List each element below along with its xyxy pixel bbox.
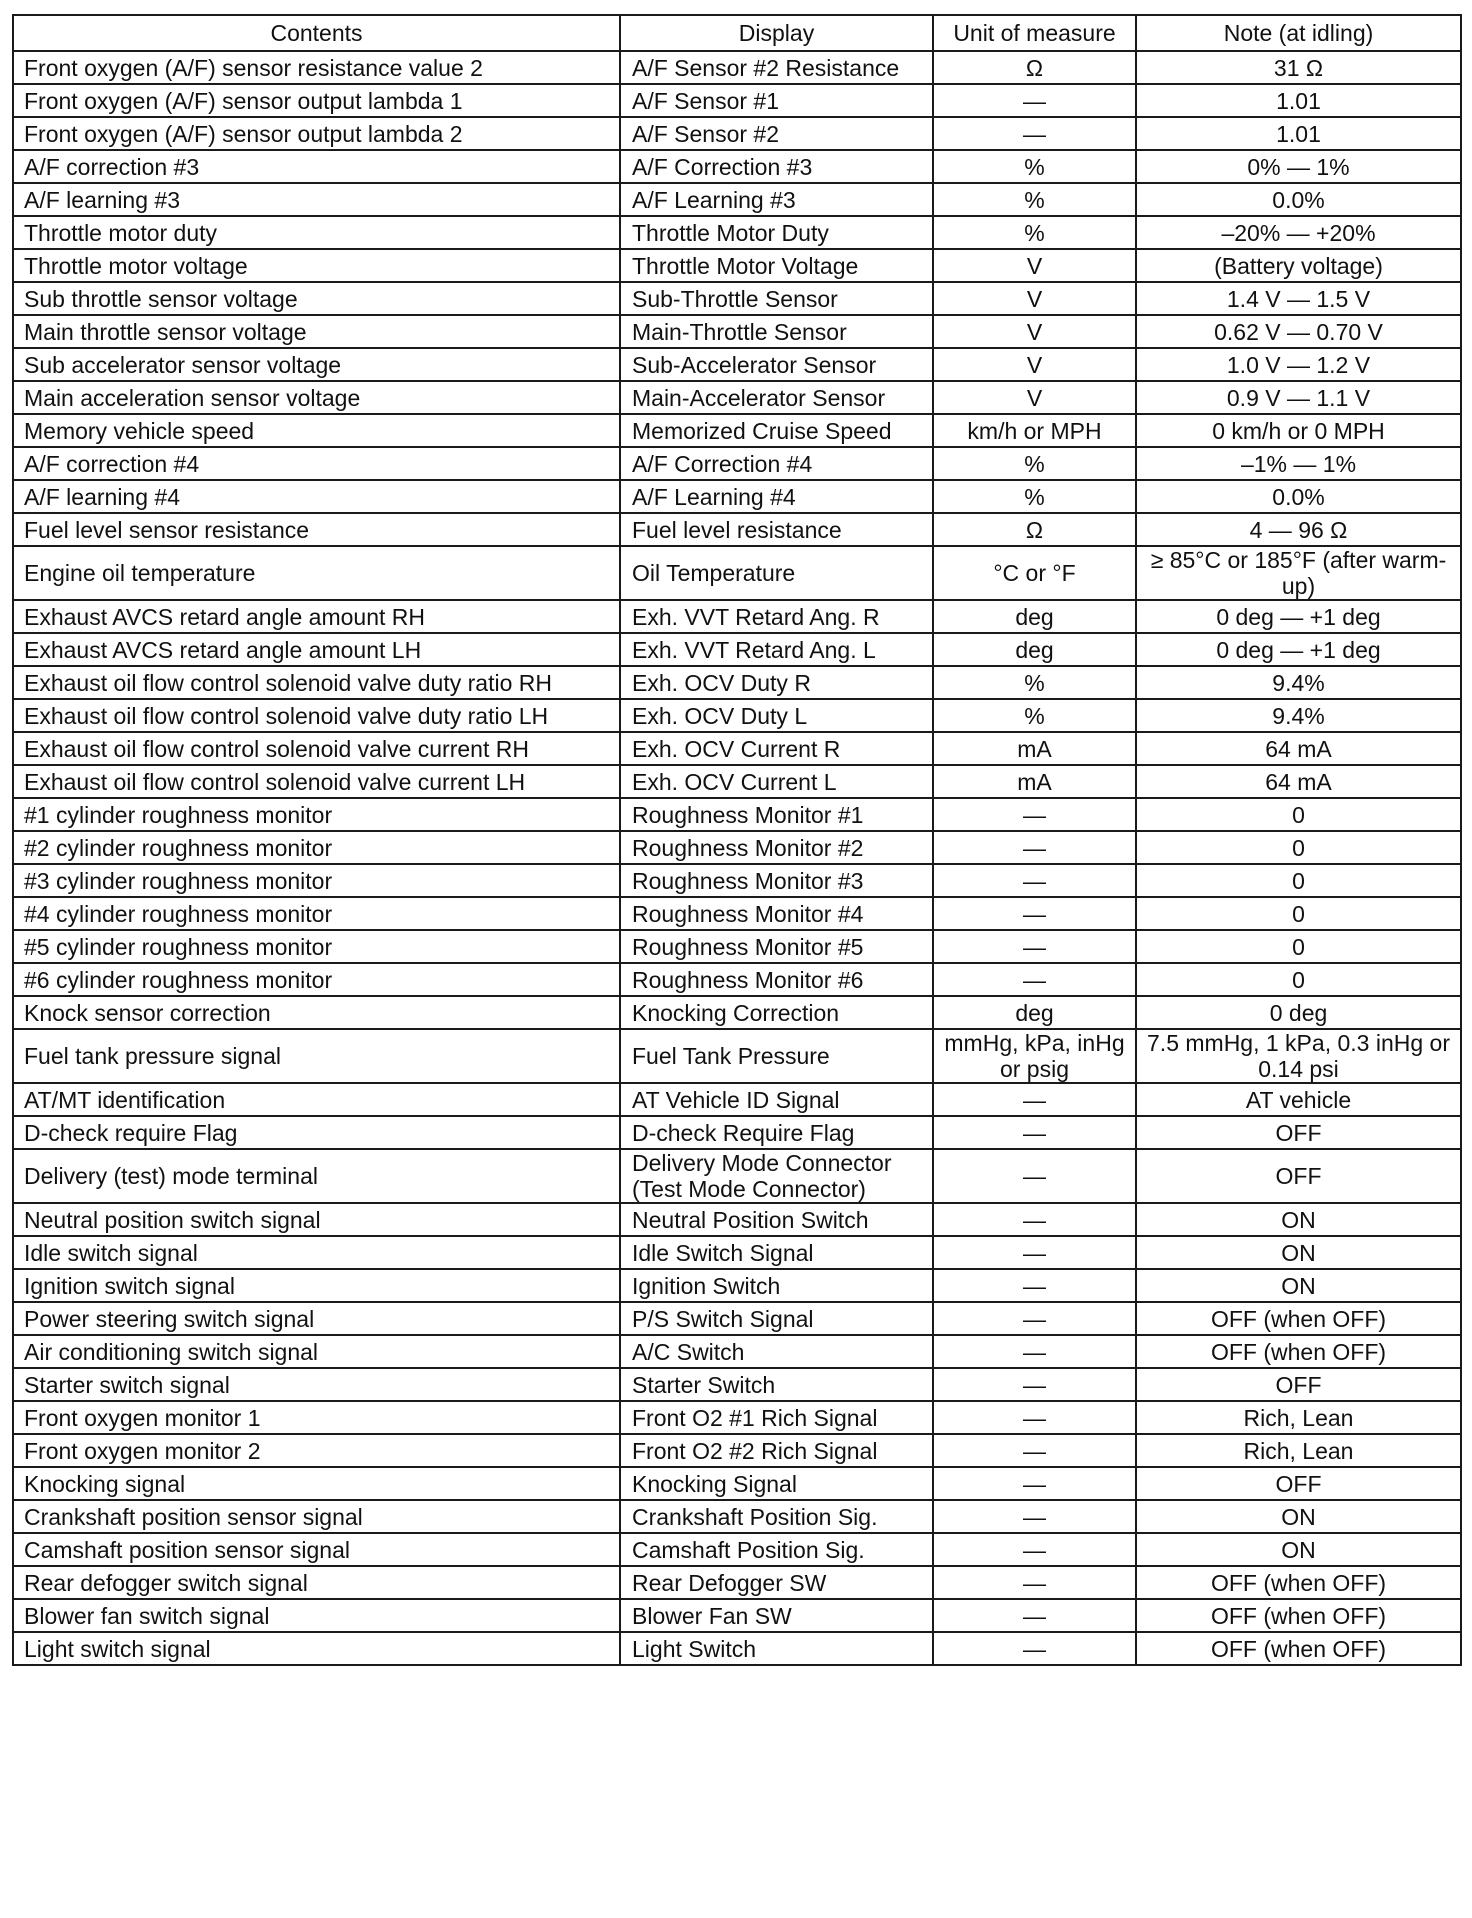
cell-unit: mA	[933, 765, 1136, 798]
cell-unit: mA	[933, 732, 1136, 765]
table-row	[13, 513, 1461, 546]
table-row	[13, 216, 1461, 249]
cell-unit: —	[933, 963, 1136, 996]
cell-unit: —	[933, 1368, 1136, 1401]
cell-note: 0 deg — +1 deg	[1136, 633, 1461, 666]
cell-contents: Starter switch signal	[13, 1368, 620, 1401]
cell-note: Rich, Lean	[1136, 1434, 1461, 1467]
cell-note: 1.0 V — 1.2 V	[1136, 348, 1461, 381]
cell-contents: Front oxygen (A/F) sensor output lambda 1	[13, 84, 620, 117]
table-row	[13, 666, 1461, 699]
cell-unit: V	[933, 282, 1136, 315]
table-row	[13, 1083, 1461, 1116]
cell-contents: #6 cylinder roughness monitor	[13, 963, 620, 996]
cell-contents: Rear defogger switch signal	[13, 1566, 620, 1599]
cell-note: –20% — +20%	[1136, 216, 1461, 249]
cell-unit: —	[933, 1236, 1136, 1269]
cell-note: OFF	[1136, 1149, 1461, 1203]
cell-display: Exh. OCV Current L	[620, 765, 933, 798]
cell-unit: —	[933, 798, 1136, 831]
cell-display: Ignition Switch	[620, 1269, 933, 1302]
table-row	[13, 1029, 1461, 1083]
table-row	[13, 249, 1461, 282]
cell-contents: Idle switch signal	[13, 1236, 620, 1269]
cell-note: OFF (when OFF)	[1136, 1302, 1461, 1335]
cell-note: 0 km/h or 0 MPH	[1136, 414, 1461, 447]
cell-display: Exh. OCV Duty L	[620, 699, 933, 732]
cell-unit: %	[933, 666, 1136, 699]
table-row	[13, 897, 1461, 930]
cell-unit: —	[933, 897, 1136, 930]
cell-note: 31 Ω	[1136, 51, 1461, 84]
table-row	[13, 633, 1461, 666]
cell-display: Sub-Throttle Sensor	[620, 282, 933, 315]
table-row	[13, 1203, 1461, 1236]
cell-unit: %	[933, 183, 1136, 216]
cell-display: Front O2 #1 Rich Signal	[620, 1401, 933, 1434]
cell-unit: °C or °F	[933, 546, 1136, 600]
cell-display: A/C Switch	[620, 1335, 933, 1368]
table-row	[13, 1533, 1461, 1566]
table-row	[13, 1599, 1461, 1632]
cell-display: Memorized Cruise Speed	[620, 414, 933, 447]
data-monitor-table-sheet	[12, 14, 1460, 1666]
cell-contents: Knock sensor correction	[13, 996, 620, 1029]
table-row	[13, 1566, 1461, 1599]
table-row	[13, 1368, 1461, 1401]
table-row	[13, 1302, 1461, 1335]
cell-note: OFF (when OFF)	[1136, 1599, 1461, 1632]
table-row	[13, 480, 1461, 513]
cell-display: Throttle Motor Voltage	[620, 249, 933, 282]
cell-contents: Ignition switch signal	[13, 1269, 620, 1302]
table-row	[13, 699, 1461, 732]
cell-contents: Throttle motor duty	[13, 216, 620, 249]
cell-unit: —	[933, 930, 1136, 963]
table-row	[13, 963, 1461, 996]
cell-note: 64 mA	[1136, 765, 1461, 798]
cell-contents: Fuel tank pressure signal	[13, 1029, 620, 1083]
table-row	[13, 348, 1461, 381]
cell-contents: Exhaust oil flow control solenoid valve current LH	[13, 765, 620, 798]
cell-contents: Front oxygen monitor 2	[13, 1434, 620, 1467]
cell-display: A/F Sensor #2 Resistance	[620, 51, 933, 84]
cell-unit: —	[933, 1083, 1136, 1116]
cell-display: Fuel Tank Pressure	[620, 1029, 933, 1083]
cell-display: Knocking Correction	[620, 996, 933, 1029]
cell-unit: deg	[933, 600, 1136, 633]
cell-note: 64 mA	[1136, 732, 1461, 765]
cell-note: 1.01	[1136, 117, 1461, 150]
cell-display: Blower Fan SW	[620, 1599, 933, 1632]
cell-display: Front O2 #2 Rich Signal	[620, 1434, 933, 1467]
cell-note: 0 deg	[1136, 996, 1461, 1029]
cell-contents: Exhaust oil flow control solenoid valve current RH	[13, 732, 620, 765]
cell-display: A/F Sensor #2	[620, 117, 933, 150]
cell-note: ON	[1136, 1533, 1461, 1566]
table-body	[13, 51, 1461, 1665]
cell-unit: Ω	[933, 513, 1136, 546]
cell-contents: Delivery (test) mode terminal	[13, 1149, 620, 1203]
table-row	[13, 315, 1461, 348]
cell-unit: —	[933, 1302, 1136, 1335]
cell-display: A/F Correction #4	[620, 447, 933, 480]
cell-contents: #1 cylinder roughness monitor	[13, 798, 620, 831]
table-row	[13, 1335, 1461, 1368]
cell-note: 7.5 mmHg, 1 kPa, 0.3 inHg or 0.14 psi	[1136, 1029, 1461, 1083]
cell-display: Idle Switch Signal	[620, 1236, 933, 1269]
cell-display: D-check Require Flag	[620, 1116, 933, 1149]
table-row	[13, 1269, 1461, 1302]
cell-unit: —	[933, 1434, 1136, 1467]
cell-contents: AT/MT identification	[13, 1083, 620, 1116]
cell-contents: Engine oil temperature	[13, 546, 620, 600]
cell-note: 1.01	[1136, 84, 1461, 117]
cell-note: 0	[1136, 798, 1461, 831]
cell-note: ≥ 85°C or 185°F (after warm-up)	[1136, 546, 1461, 600]
cell-note: 9.4%	[1136, 699, 1461, 732]
cell-contents: Exhaust oil flow control solenoid valve duty ratio LH	[13, 699, 620, 732]
table-row	[13, 381, 1461, 414]
cell-contents: A/F correction #3	[13, 150, 620, 183]
cell-unit: —	[933, 831, 1136, 864]
cell-display: Oil Temperature	[620, 546, 933, 600]
cell-display: Delivery Mode Connector (Test Mode Connector)	[620, 1149, 933, 1203]
table-row	[13, 447, 1461, 480]
cell-display: A/F Learning #3	[620, 183, 933, 216]
cell-unit: %	[933, 480, 1136, 513]
cell-contents: Fuel level sensor resistance	[13, 513, 620, 546]
cell-display: Roughness Monitor #4	[620, 897, 933, 930]
table-row	[13, 282, 1461, 315]
cell-unit: V	[933, 381, 1136, 414]
table-row	[13, 1632, 1461, 1665]
cell-display: Light Switch	[620, 1632, 933, 1665]
table-row	[13, 831, 1461, 864]
table-row	[13, 117, 1461, 150]
cell-display: Throttle Motor Duty	[620, 216, 933, 249]
cell-note: AT vehicle	[1136, 1083, 1461, 1116]
cell-contents: Camshaft position sensor signal	[13, 1533, 620, 1566]
table-row	[13, 1467, 1461, 1500]
column-header-display: Display	[620, 15, 933, 51]
cell-unit: mmHg, kPa, inHg or psig	[933, 1029, 1136, 1083]
cell-unit: —	[933, 1335, 1136, 1368]
cell-note: 0 deg — +1 deg	[1136, 600, 1461, 633]
table-row	[13, 51, 1461, 84]
cell-display: Camshaft Position Sig.	[620, 1533, 933, 1566]
cell-display: Neutral Position Switch	[620, 1203, 933, 1236]
table-row	[13, 798, 1461, 831]
cell-unit: —	[933, 864, 1136, 897]
cell-contents: Front oxygen monitor 1	[13, 1401, 620, 1434]
table-header-row	[13, 15, 1461, 51]
cell-contents: Exhaust AVCS retard angle amount RH	[13, 600, 620, 633]
cell-display: Exh. OCV Duty R	[620, 666, 933, 699]
cell-contents: A/F learning #3	[13, 183, 620, 216]
cell-note: Rich, Lean	[1136, 1401, 1461, 1434]
table-row	[13, 864, 1461, 897]
cell-note: OFF (when OFF)	[1136, 1632, 1461, 1665]
cell-unit: —	[933, 1401, 1136, 1434]
table-row	[13, 150, 1461, 183]
cell-unit: %	[933, 216, 1136, 249]
table-row	[13, 1236, 1461, 1269]
cell-contents: A/F learning #4	[13, 480, 620, 513]
table-row	[13, 732, 1461, 765]
cell-contents: Crankshaft position sensor signal	[13, 1500, 620, 1533]
cell-note: 0	[1136, 831, 1461, 864]
table-row	[13, 765, 1461, 798]
cell-display: Crankshaft Position Sig.	[620, 1500, 933, 1533]
cell-unit: —	[933, 1467, 1136, 1500]
cell-contents: D-check require Flag	[13, 1116, 620, 1149]
table-row	[13, 1149, 1461, 1203]
cell-unit: km/h or MPH	[933, 414, 1136, 447]
cell-contents: Air conditioning switch signal	[13, 1335, 620, 1368]
cell-display: Main-Throttle Sensor	[620, 315, 933, 348]
table-row	[13, 183, 1461, 216]
cell-contents: Main throttle sensor voltage	[13, 315, 620, 348]
cell-note: ON	[1136, 1203, 1461, 1236]
cell-note: 0.0%	[1136, 480, 1461, 513]
cell-contents: Sub accelerator sensor voltage	[13, 348, 620, 381]
cell-unit: —	[933, 1632, 1136, 1665]
cell-note: ON	[1136, 1500, 1461, 1533]
cell-note: 9.4%	[1136, 666, 1461, 699]
cell-display: AT Vehicle ID Signal	[620, 1083, 933, 1116]
cell-contents: Knocking signal	[13, 1467, 620, 1500]
column-header-unit: Unit of measure	[933, 15, 1136, 51]
cell-display: Exh. VVT Retard Ang. R	[620, 600, 933, 633]
cell-note: –1% — 1%	[1136, 447, 1461, 480]
cell-contents: #2 cylinder roughness monitor	[13, 831, 620, 864]
cell-unit: —	[933, 1599, 1136, 1632]
cell-note: OFF (when OFF)	[1136, 1566, 1461, 1599]
cell-contents: #4 cylinder roughness monitor	[13, 897, 620, 930]
cell-contents: Power steering switch signal	[13, 1302, 620, 1335]
table-row	[13, 930, 1461, 963]
table-row	[13, 1116, 1461, 1149]
cell-contents: Sub throttle sensor voltage	[13, 282, 620, 315]
cell-note: 0.0%	[1136, 183, 1461, 216]
cell-display: Exh. VVT Retard Ang. L	[620, 633, 933, 666]
cell-unit: —	[933, 117, 1136, 150]
cell-contents: Exhaust AVCS retard angle amount LH	[13, 633, 620, 666]
table-row	[13, 84, 1461, 117]
cell-unit: —	[933, 1203, 1136, 1236]
cell-display: Main-Accelerator Sensor	[620, 381, 933, 414]
table-row	[13, 600, 1461, 633]
cell-unit: %	[933, 447, 1136, 480]
cell-unit: —	[933, 1566, 1136, 1599]
cell-contents: #5 cylinder roughness monitor	[13, 930, 620, 963]
cell-display: Roughness Monitor #1	[620, 798, 933, 831]
cell-note: OFF	[1136, 1467, 1461, 1500]
cell-display: Knocking Signal	[620, 1467, 933, 1500]
cell-note: 0.9 V — 1.1 V	[1136, 381, 1461, 414]
cell-display: Roughness Monitor #5	[620, 930, 933, 963]
cell-contents: Blower fan switch signal	[13, 1599, 620, 1632]
table-row	[13, 1401, 1461, 1434]
cell-contents: Neutral position switch signal	[13, 1203, 620, 1236]
data-monitor-table	[12, 14, 1462, 1666]
cell-unit: —	[933, 1149, 1136, 1203]
cell-unit: —	[933, 1500, 1136, 1533]
cell-unit: —	[933, 84, 1136, 117]
table-row	[13, 996, 1461, 1029]
table-row	[13, 1500, 1461, 1533]
cell-contents: Front oxygen (A/F) sensor resistance value 2	[13, 51, 620, 84]
cell-display: Starter Switch	[620, 1368, 933, 1401]
cell-contents: #3 cylinder roughness monitor	[13, 864, 620, 897]
cell-display: Roughness Monitor #6	[620, 963, 933, 996]
cell-note: OFF	[1136, 1116, 1461, 1149]
cell-unit: —	[933, 1116, 1136, 1149]
cell-note: 4 — 96 Ω	[1136, 513, 1461, 546]
cell-contents: Memory vehicle speed	[13, 414, 620, 447]
cell-note: 0% — 1%	[1136, 150, 1461, 183]
cell-note: 0	[1136, 930, 1461, 963]
cell-contents: Light switch signal	[13, 1632, 620, 1665]
cell-note: ON	[1136, 1236, 1461, 1269]
cell-unit: V	[933, 348, 1136, 381]
cell-display: Rear Defogger SW	[620, 1566, 933, 1599]
cell-unit: %	[933, 699, 1136, 732]
cell-unit: deg	[933, 633, 1136, 666]
cell-display: A/F Learning #4	[620, 480, 933, 513]
cell-note: 0	[1136, 963, 1461, 996]
cell-note: (Battery voltage)	[1136, 249, 1461, 282]
cell-note: ON	[1136, 1269, 1461, 1302]
cell-note: OFF (when OFF)	[1136, 1335, 1461, 1368]
table-row	[13, 1434, 1461, 1467]
cell-contents: Main acceleration sensor voltage	[13, 381, 620, 414]
table-row	[13, 414, 1461, 447]
cell-note: 0	[1136, 864, 1461, 897]
cell-unit: Ω	[933, 51, 1136, 84]
cell-note: OFF	[1136, 1368, 1461, 1401]
cell-note: 0.62 V — 0.70 V	[1136, 315, 1461, 348]
cell-display: Sub-Accelerator Sensor	[620, 348, 933, 381]
cell-contents: A/F correction #4	[13, 447, 620, 480]
column-header-note: Note (at idling)	[1136, 15, 1461, 51]
cell-contents: Front oxygen (A/F) sensor output lambda 2	[13, 117, 620, 150]
cell-display: A/F Sensor #1	[620, 84, 933, 117]
cell-display: A/F Correction #3	[620, 150, 933, 183]
cell-display: Exh. OCV Current R	[620, 732, 933, 765]
cell-unit: V	[933, 249, 1136, 282]
cell-display: Fuel level resistance	[620, 513, 933, 546]
cell-display: Roughness Monitor #3	[620, 864, 933, 897]
cell-note: 1.4 V — 1.5 V	[1136, 282, 1461, 315]
cell-display: Roughness Monitor #2	[620, 831, 933, 864]
cell-unit: —	[933, 1533, 1136, 1566]
column-header-contents: Contents	[13, 15, 620, 51]
cell-unit: %	[933, 150, 1136, 183]
cell-unit: V	[933, 315, 1136, 348]
table-row	[13, 546, 1461, 600]
cell-display: P/S Switch Signal	[620, 1302, 933, 1335]
cell-unit: —	[933, 1269, 1136, 1302]
cell-contents: Throttle motor voltage	[13, 249, 620, 282]
cell-contents: Exhaust oil flow control solenoid valve duty ratio RH	[13, 666, 620, 699]
cell-note: 0	[1136, 897, 1461, 930]
cell-unit: deg	[933, 996, 1136, 1029]
